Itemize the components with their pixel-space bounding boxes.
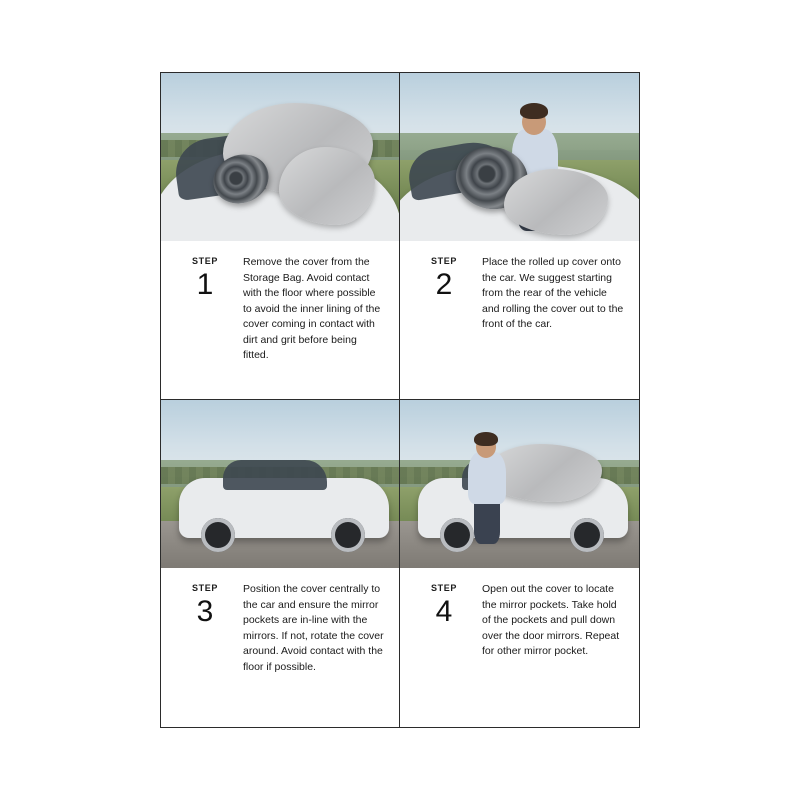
person-hair [474,432,498,446]
step-panel-2 [400,73,639,400]
step-2-text: Place the rolled up cover onto the car. We suggest starting from the rear of the vehicle and rolling the cover out to the front of the car. [482,256,624,330]
step-label: STEP [431,256,457,266]
instruction-sheet [160,72,640,728]
step-number: 4 [435,595,453,628]
step-panel-1 [161,73,400,400]
step-label: STEP [192,256,218,266]
step-3-marker [179,582,231,717]
step-number: 3 [196,595,214,628]
rear-wheel [331,518,365,552]
front-wheel [201,518,235,552]
step-4-marker [418,582,470,717]
step-label: STEP [431,583,457,593]
step-4-caption [400,568,639,727]
step-1-marker [179,255,231,389]
car-windows [223,460,327,490]
step-4-photo [400,400,639,568]
front-wheel [440,518,474,552]
step-4-text: Open out the cover to locate the mirror pockets. Take hold of the pockets and pull down over the door mirrors. Repeat for other mirror pocket. [482,583,620,657]
rear-wheel [570,518,604,552]
step-3-caption [161,568,399,727]
step-number: 1 [196,268,214,301]
step-2-marker [418,255,470,389]
step-panel-3 [161,400,400,727]
step-1-photo [161,73,399,241]
cover-tail [279,147,375,225]
person-shirt [468,452,506,504]
cover-drape [504,169,608,235]
step-1-caption [161,241,399,399]
step-panel-4 [400,400,639,727]
step-2-photo [400,73,639,241]
step-3-photo [161,400,399,568]
person-hair [520,103,548,119]
step-label: STEP [192,583,218,593]
step-2-caption [400,241,639,399]
step-1-text: Remove the cover from the Storage Bag. Avoid contact with the floor where possible to avoid the inner lining of the cover coming in contact with dirt and grit before being fitted. [243,256,381,361]
step-number: 2 [435,268,453,301]
step-3-text: Position the cover centrally to the car and ensure the mirror pockets are in-line with the mirrors. If not, rotate the cover around. Avoid contact with the floor if possible. [243,583,384,673]
